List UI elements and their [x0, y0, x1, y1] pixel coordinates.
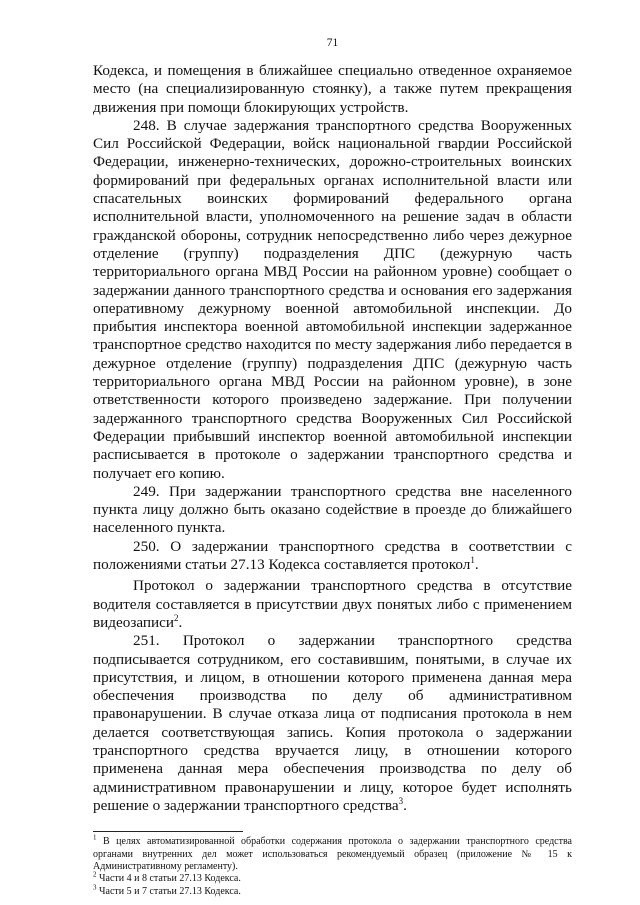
paragraph-251: 251. Протокол о задержании транспортного средства подписывается сотрудником, его составившим, понятыми, в случае их присутствия, и лицом, в отношении которого применена данная мера обеспечения производства по делу об административном правонарушении. В случае отказа лица от подписания протокола в нем делается соответствующая запись. Копия протокола о задержании транспортного средства вручается лицу, в отношении которого применена данная мера обеспечения производства по делу об административном правонарушении и лицу, которое будет исполнять решение о задержании транспортного средства$^3$. — [93, 632, 573, 814]
paragraph-number: 248. — [133, 116, 160, 134]
footnote-ref[interactable]: 3 — [398, 795, 404, 806]
footnote-text: Части 5 и 7 статьи 27.13 Кодекса. — [99, 885, 241, 897]
paragraph-248 — [93, 117, 572, 483]
paragraph-text: Протокол о задержании транспортного средства подписывается сотрудником, его составившим, понятыми, в случае их присутствия, и лицом, в отношении которого применена данная мера обеспечения производства по делу об административном правонарушении. В случае отказа лица от подписания протокола в нем делается соответствующая запись. Копия протокола о задержании транспортного средства вручается лицу, в отношении которого применена данная мера обеспечения производства по делу об административном правонарушении и лицу, которое будет исполнять решение о задержании транспортного средства — [93, 632, 573, 814]
footnote-divider — [93, 831, 243, 832]
document-body — [93, 62, 572, 815]
paragraph-text: Кодекса, и помещения в ближайшее специально отведенное охраняемое место (на специализированную стоянку), а также путем прекращения движения при помощи блокирующих устройств. — [93, 62, 572, 116]
footnote-3 — [93, 883, 572, 898]
footnote-ref[interactable]: 2 — [174, 612, 179, 623]
footnote-mark: 2 — [93, 871, 97, 880]
paragraph-number: 250. — [133, 537, 160, 555]
footnote-mark: 3 — [93, 883, 97, 892]
paragraph-text: В случае задержания транспортного средства Вооруженных Сил Российской Федерации, войск национальной гвардии Российской Федерации, инженерно-технических, дорожно-строительных воинских формирований при федеральных органах исполнительной власти или спасательных воинских формирований федерального органа исполнительной власти, уполномоченного на решение задач в области гражданской обороны, сотрудник непосредственно либо через дежурное отделение (группу) подразделения ДПС (дежурную часть территориального органа МВД России на районном уровне) сообщает о задержании данного транспортного средства и основания его задержания оперативному дежурному военной автомобильной инспекции. До прибытия инспектора военной автомобильной инспекции задержанное транспортное средство находится по месту задержания либо передается в дежурное отделение (группу) подразделения ДПС (дежурную часть территориального органа МВД России на районном уровне), в зоне ответственности которого произведено задержание. При получении задержанного транспортного средства Вооруженных Сил Российской Федерации прибывший инспектор военной автомобильной инспекции расписывается в протоколе о задержании транспортного средства и получает его копию. — [93, 116, 572, 482]
footnote-text: Части 4 и 8 статьи 27.13 Кодекса. — [99, 873, 241, 885]
paragraph-249 — [93, 483, 572, 538]
footnote-1 — [93, 833, 572, 873]
paragraph-number: 249. — [133, 482, 160, 500]
footnote-text: В целях автоматизированной обработки содержания протокола о задержании транспортного средства органами внутренних дел может использоваться рекомендуемый образец (приложение № 15 к Административному регламенту). — [93, 836, 572, 872]
paragraph-protocol-absence: Протокол о задержании транспортного средства в отсутствие водителя составляется в присутствии двух понятых либо с применением видеозаписи$^2$. — [93, 577, 572, 631]
paragraph-text: При задержании транспортного средства вне населенного пункта лицу должно быть оказано содействие в проезде до ближайшего населенного пункта. — [93, 482, 573, 537]
footnote-2 — [93, 873, 572, 885]
paragraph-text: О задержании транспортного средства в соответствии с положениями статьи 27.13 Кодекса составляется протокол — [93, 537, 572, 574]
paragraph-250: 250. О задержании транспортного средства в соответствии с положениями статьи 27.13 Кодекса составляется протокол$^1$. — [93, 537, 572, 574]
paragraph-continuation — [93, 62, 572, 117]
paragraph-number: 251. — [133, 632, 160, 650]
footnote-mark: 1 — [93, 833, 97, 842]
page-number: 71 — [326, 37, 339, 49]
footnote-ref[interactable]: 1 — [470, 554, 475, 565]
footnotes — [93, 833, 572, 898]
paragraph-text: Протокол о задержании транспортного средства в отсутствие водителя составляется в присутствии двух понятых либо с применением видеозаписи — [93, 577, 572, 631]
